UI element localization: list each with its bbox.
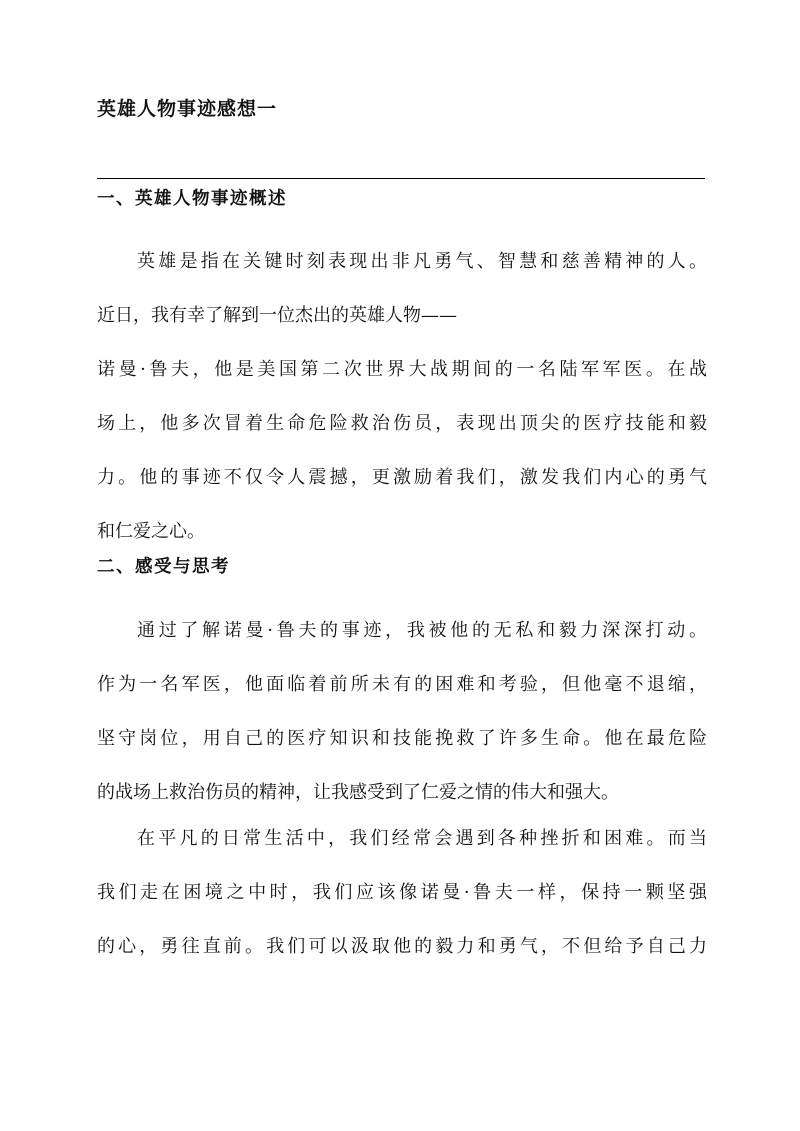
- paragraph-line: 诺曼·鲁夫，他是美国第二次世界大战期间的一名陆军军医。在战: [97, 359, 707, 380]
- paragraph-line: 的战场上救治伤员的精神，让我感受到了仁爱之情的伟大和强大。: [97, 782, 619, 803]
- paragraph-reflection-1: [97, 604, 707, 820]
- section-heading-reflection: 二、感受与思考: [97, 557, 230, 577]
- paragraph-line: 力。他的事迹不仅令人震撼，更激励着我们，激发我们内心的勇气: [97, 467, 707, 488]
- paragraph-line: 的心，勇往直前。我们可以汲取他的毅力和勇气，不但给予自己力: [97, 936, 707, 957]
- paragraph-reflection-2: [97, 812, 707, 974]
- document-title: 英雄人物事迹感想一: [97, 98, 278, 120]
- paragraph-line: 场上，他多次冒着生命危险救治伤员，表现出顶尖的医疗技能和毅: [97, 413, 707, 434]
- paragraph-line: 近日，我有幸了解到一位杰出的英雄人物——: [97, 305, 457, 326]
- paragraph-line: 作为一名军医，他面临着前所未有的困难和考验，但他毫不退缩，: [97, 674, 707, 695]
- title-divider: [97, 178, 705, 179]
- paragraph-line: 在平凡的日常生活中，我们经常会遇到各种挫折和困难。而当: [137, 828, 707, 849]
- paragraph-line: 坚守岗位，用自己的医疗知识和技能挽救了许多生命。他在最危险: [97, 728, 707, 749]
- paragraph-line: 我们走在困境之中时，我们应该像诺曼·鲁夫一样，保持一颗坚强: [97, 882, 707, 903]
- paragraph-line: 通过了解诺曼·鲁夫的事迹，我被他的无私和毅力深深打动。: [137, 620, 707, 641]
- paragraph-line: 和仁爱之心。: [97, 521, 205, 542]
- section-heading-overview: 一、英雄人物事迹概述: [97, 189, 287, 209]
- paragraph-line: 英雄是指在关键时刻表现出非凡勇气、智慧和慈善精神的人。: [137, 251, 707, 272]
- paragraph-overview: [97, 235, 707, 559]
